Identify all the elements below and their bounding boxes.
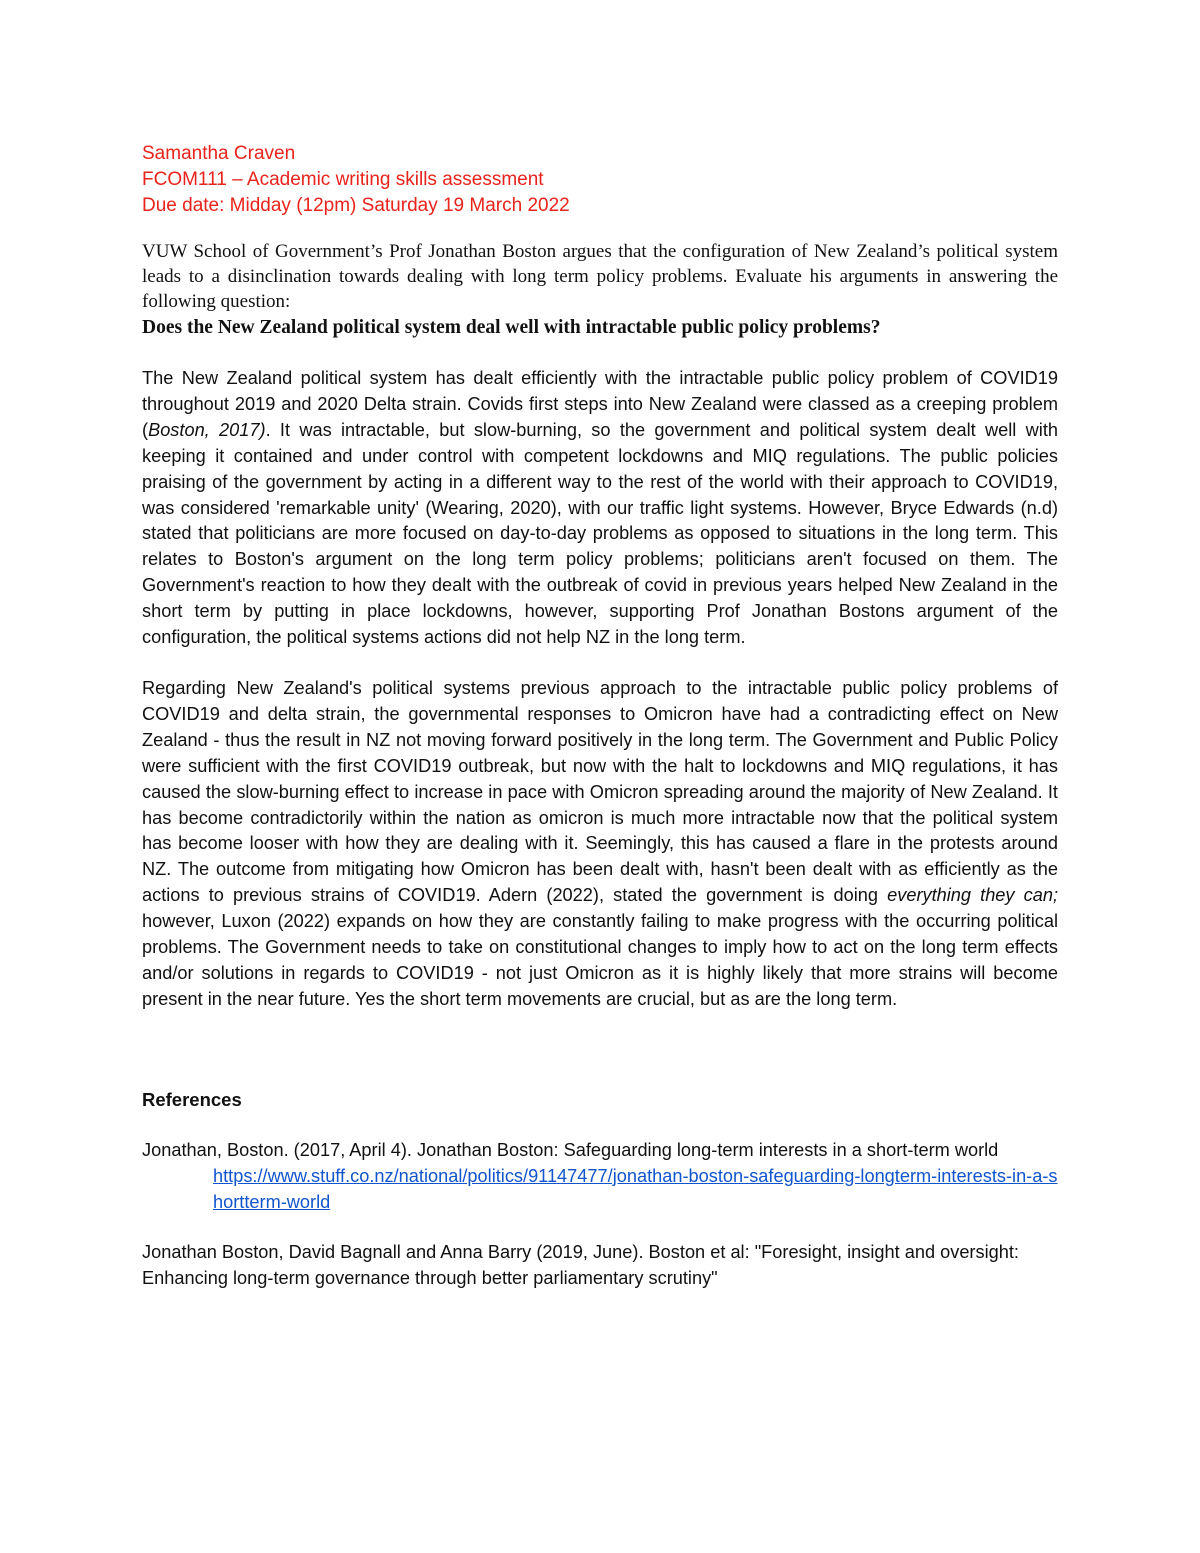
course-title: FCOM111 – Academic writing skills assessment xyxy=(142,169,544,190)
essay-question: Does the New Zealand political system deal well with intractable public policy problems? xyxy=(142,317,881,338)
body-paragraph-1 xyxy=(142,366,1058,651)
essay-prompt: VUW School of Government’s Prof Jonathan Boston argues that the configuration of New Zealand’s political system leads to a disinclination towards dealing with long term policy problems. Evaluate his arguments in answering the following question: xyxy=(142,241,1058,312)
due-date: Due date: Midday (12pm) Saturday 19 March 2022 xyxy=(142,195,570,216)
author-name: Samantha Craven xyxy=(142,143,296,164)
reference-text: Jonathan, Boston. (2017, April 4). Jonathan Boston: Safeguarding long-term interests in a short-term world xyxy=(142,1139,999,1160)
document-header xyxy=(142,141,1058,219)
reference-item xyxy=(142,1137,1058,1215)
paragraph-text: The New Zealand political system has dealt efficiently with the intractable public policy problem of COVID19 throughout 2019 and 2020 Delta strain. Covids first steps into New Zealand were classed as a creeping problem ( xyxy=(142,368,1058,440)
paragraph-text: Regarding New Zealand's political systems previous approach to the intractable public policy problems of COVID19 and delta strain, the governmental responses to Omicron have had a contradicting effect on New Zealand - thus the result in NZ not moving forward positively in the long term. The Government and Public Policy were sufficient with the first COVID19 outbreak, but now with the halt to lockdowns and MIQ regulations, it has caused the slow-burning effect to increase in pace with Omicron spreading around the majority of New Zealand. It has become contradictorily within the nation as omicron is much more intractable now that the political system has become looser with how they are dealing with it. Seemingly, this has caused a flare in the protests around NZ. The outcome from mitigating how Omicron has been dealt with, hasn't been dealt with as efficiently as the actions to previous strains of COVID19. Adern (2022), stated the government is doing xyxy=(142,677,1058,906)
citation-italic: Boston, 2017) xyxy=(148,419,266,440)
paragraph-text: . It was intractable, but slow-burning, so the government and political system dealt well with keeping it contained and under control with competent lockdowns and MIQ regulations. The public policies praising of the government by acting in a different way to the rest of the world with their approach to COVID19, was considered 'remarkable unity' (Wearing, 2020), with our traffic light systems. However, Bryce Edwards (n.d) stated that politicians are more focused on day-to-day problems as opposed to situations in the long term. This relates to Boston's argument on the long term policy problems; politicians aren't focused on them. The Government's reaction to how they dealt with the outbreak of covid in previous years helped New Zealand in the short term by putting in place lockdowns, however, supporting Prof Jonathan Bostons argument of the configuration, the political systems actions did not help NZ in the long term. xyxy=(142,419,1058,648)
reference-text: Jonathan Boston, David Bagnall and Anna Barry (2019, June). Boston et al: "Foresight, insight and oversight: Enhancing long-term governance through better parliamentary scrutiny" xyxy=(142,1241,1019,1288)
paragraph-text: however, Luxon (2022) expands on how they are constantly failing to make progress with the occurring political problems. The Government needs to take on constitutional changes to imply how to act on the long term effects and/or solutions in regards to COVID19 - not just Omicron as it is highly likely that more strains will become present in the near future. Yes the short term movements are crucial, but as are the long term. xyxy=(142,911,1058,1009)
body-paragraph-2 xyxy=(142,676,1058,1013)
reference-item xyxy=(142,1239,1058,1291)
emphasis-italic: everything they can; xyxy=(887,885,1058,906)
references-heading: References xyxy=(142,1088,242,1110)
reference-link[interactable]: https://www.stuff.co.nz/national/politics/91147477/jonathan-boston-safeguarding-longterm-interests-in-a-shortterm-world xyxy=(213,1165,1058,1212)
